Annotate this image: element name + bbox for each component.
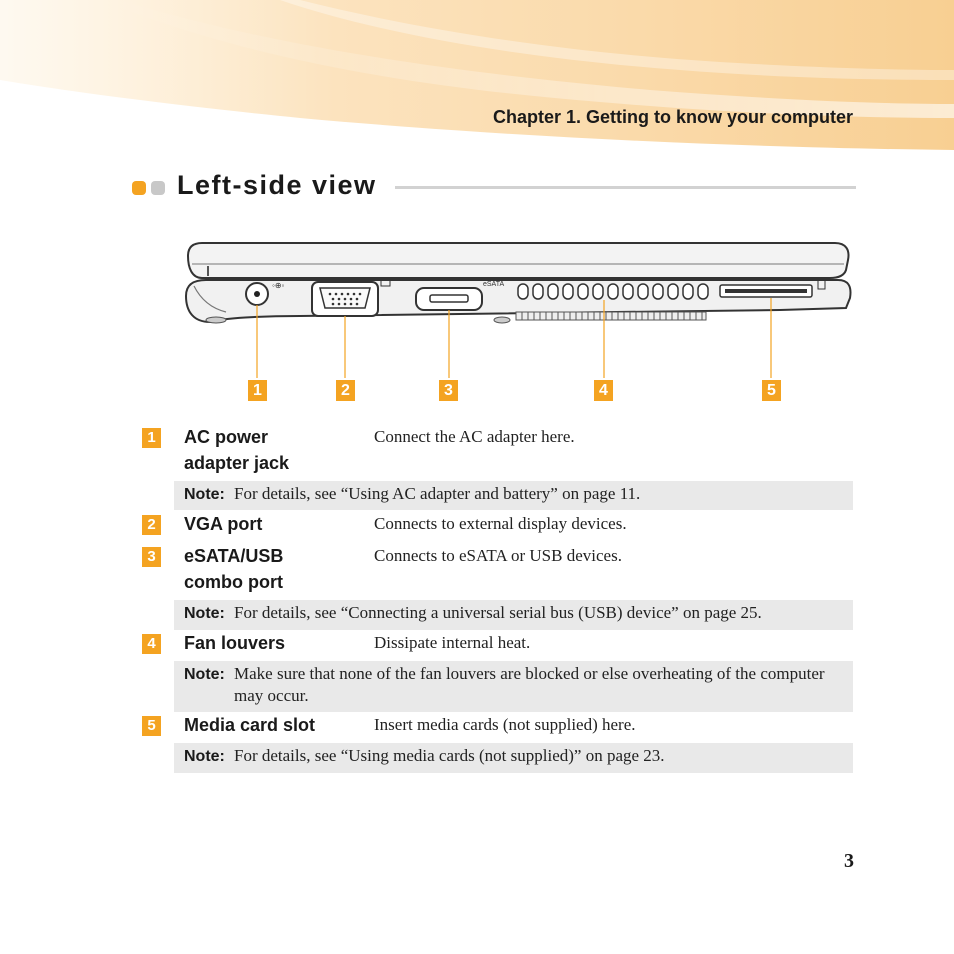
note-box [174, 600, 853, 630]
note-label: Note: [184, 666, 225, 683]
item-number: 5 [142, 716, 161, 736]
note-box [174, 481, 853, 510]
item-description: Connects to external display devices. [374, 514, 627, 533]
chapter-heading: Chapter 1. Getting to know your computer [492, 107, 853, 127]
gray-square-bullet-icon [151, 181, 165, 195]
callout-4: 4 [594, 380, 613, 401]
item-description: Connect the AC adapter here. [374, 427, 575, 446]
title-rule [395, 186, 856, 189]
item-term: Media card slot [184, 715, 316, 735]
note-label: Note: [184, 748, 225, 765]
svg-text:◦⊕◦: ◦⊕◦ [272, 281, 285, 290]
item-term: AC power [184, 427, 269, 447]
item-term: eSATA/USB [184, 546, 284, 566]
note-text: Make sure that none of the fan louvers are blocked or else overheating of the computer may occur. [234, 664, 825, 705]
callout-5: 5 [762, 380, 781, 401]
note-label: Note: [184, 605, 225, 622]
laptop-illustration [180, 238, 860, 378]
item-description: Dissipate internal heat. [374, 633, 531, 652]
section-title-text: Left-side view [177, 170, 377, 200]
item-description: Connects to eSATA or USB devices. [374, 546, 622, 565]
item-term: VGA port [184, 514, 263, 534]
item-description: Insert media cards (not supplied) here. [374, 715, 636, 734]
note-text: For details, see “Using media cards (not supplied)” on page 23. [234, 746, 665, 765]
note-label: Note: [184, 486, 225, 503]
esata-port-label: eSATA [483, 281, 505, 288]
item-term-cont: adapter jack [184, 453, 290, 473]
note-text: For details, see “Using AC adapter and battery” on page 11. [234, 484, 641, 503]
item-term-cont: combo port [184, 572, 283, 592]
note-box [174, 661, 853, 712]
orange-square-bullet-icon [132, 181, 146, 195]
item-number: 4 [142, 634, 161, 654]
item-number: 3 [142, 547, 161, 567]
page-number: 3 [844, 850, 854, 872]
note-text: For details, see “Connecting a universal serial bus (USB) device” on page 25. [234, 603, 762, 622]
note-box [174, 743, 853, 773]
item-number: 2 [142, 515, 161, 535]
header-background [0, 0, 954, 160]
callout-1: 1 [248, 380, 267, 401]
callout-3: 3 [439, 380, 458, 401]
laptop-left-side-diagram [180, 238, 860, 408]
item-number: 1 [142, 428, 161, 448]
section-title [130, 168, 856, 208]
item-term: Fan louvers [184, 633, 286, 653]
callout-2: 2 [336, 380, 355, 401]
